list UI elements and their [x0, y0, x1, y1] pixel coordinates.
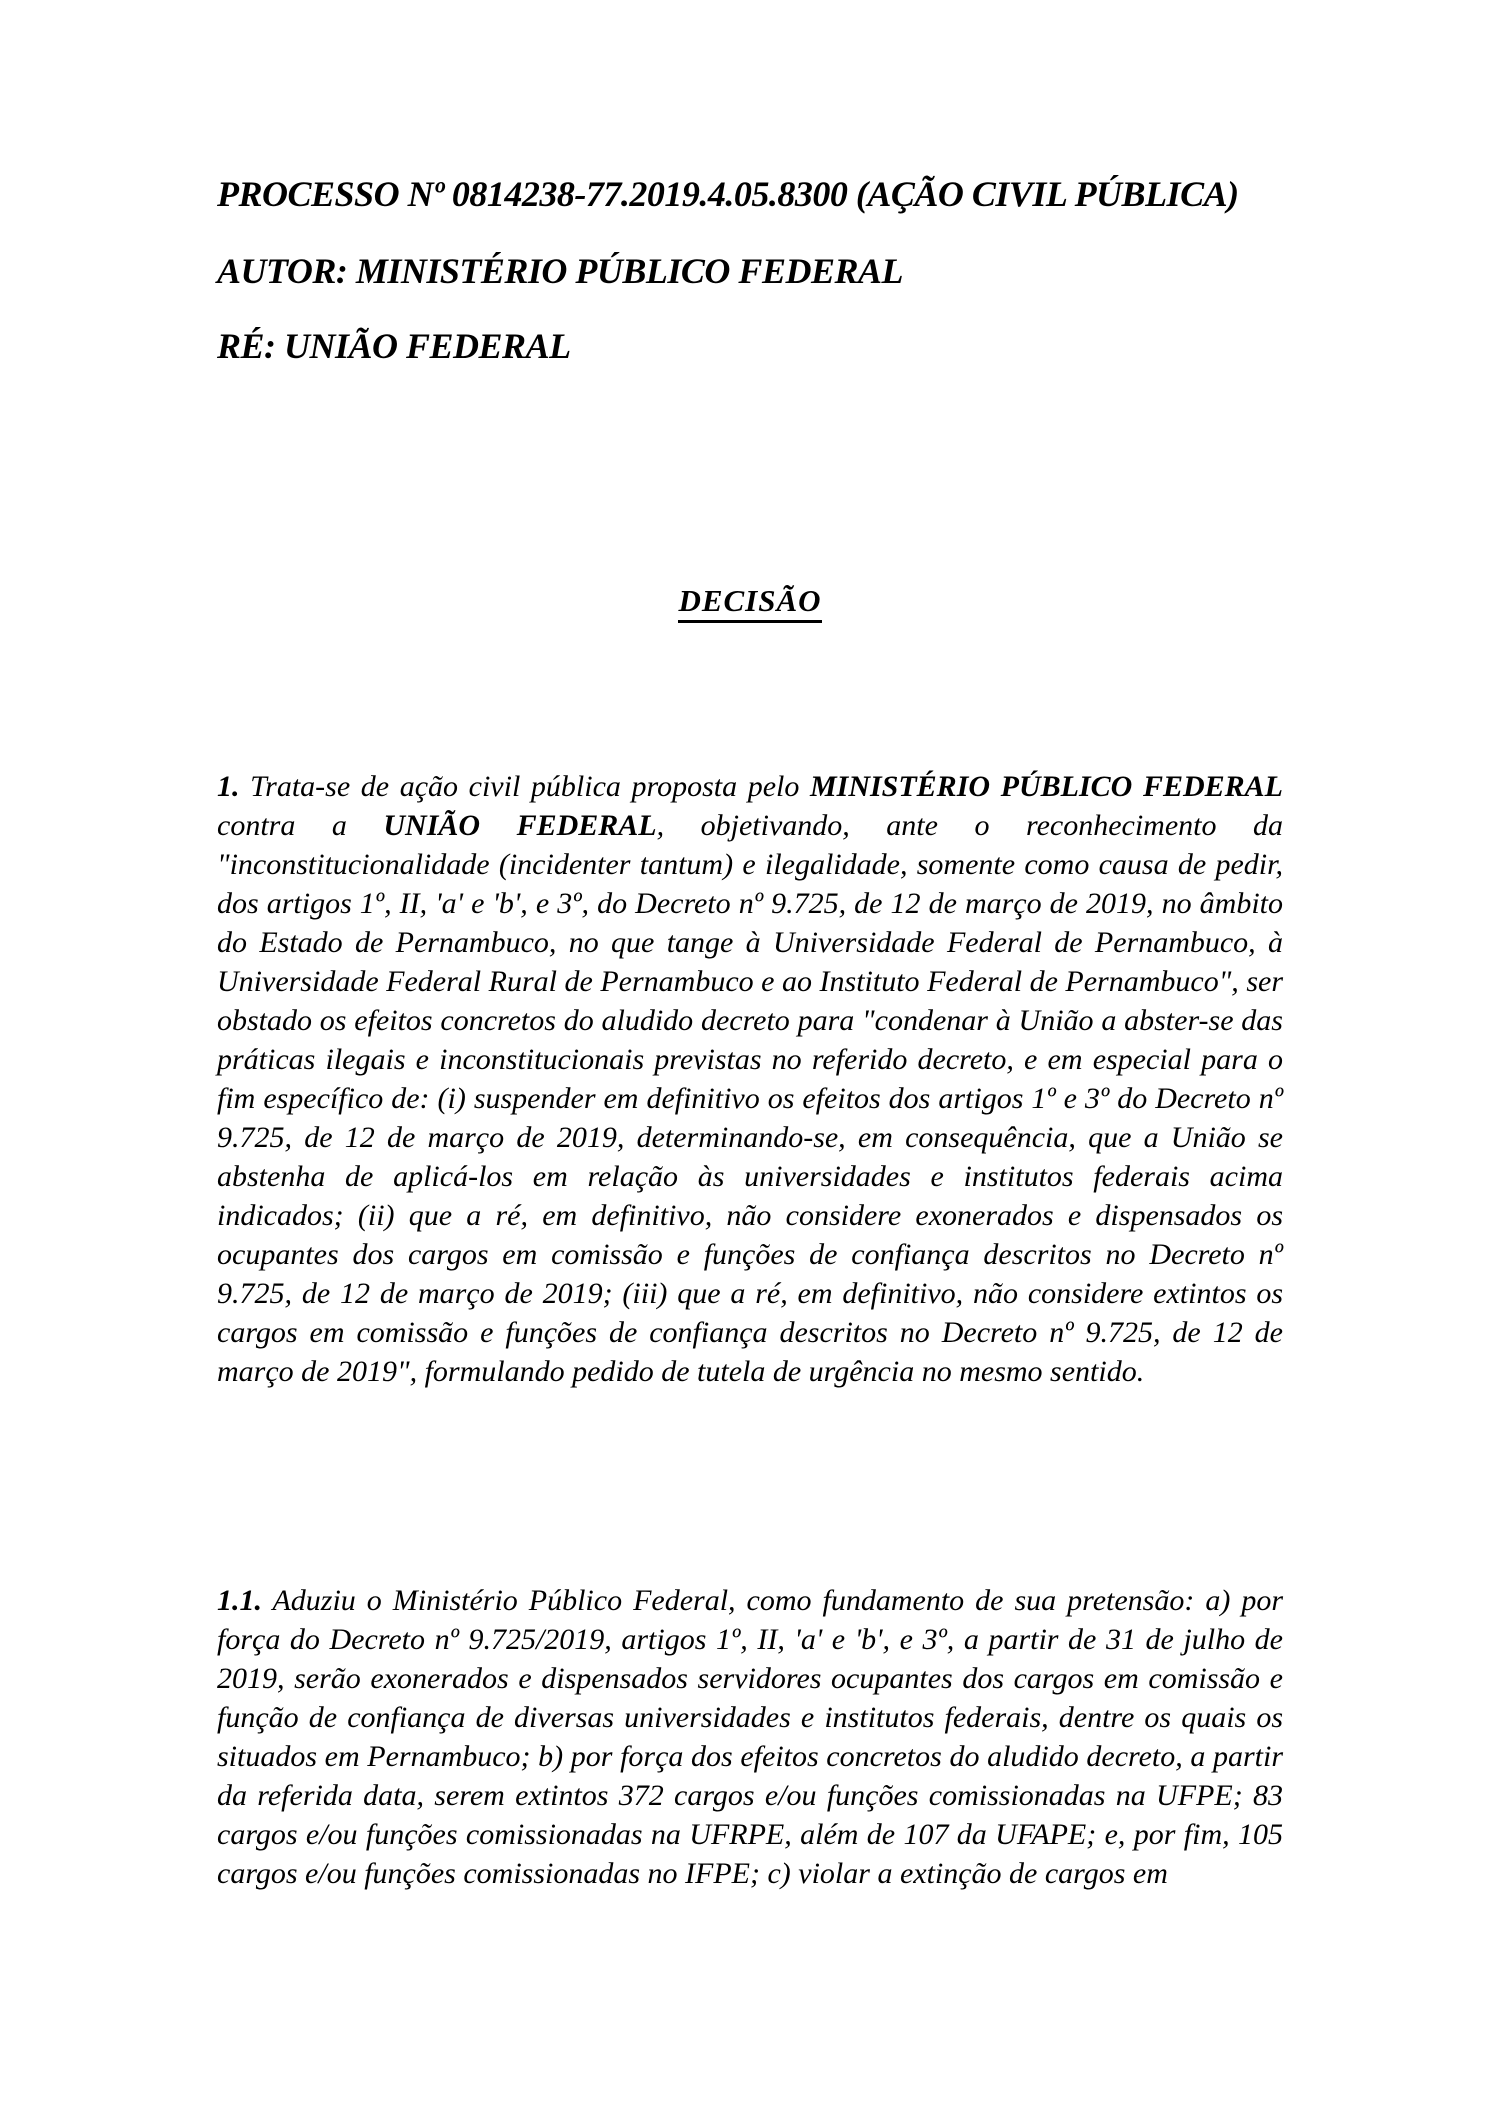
paragraph-1-bold-defendant: UNIÃO FEDERAL: [383, 809, 657, 842]
paragraph-1-1: [217, 1581, 1283, 1893]
process-number-line: PROCESSO Nº 0814238-77.2019.4.05.8300 (AÇÃO CIVIL PÚBLICA): [217, 174, 1239, 214]
decision-title: DECISÃO: [678, 585, 821, 623]
plaintiff-line: AUTOR: MINISTÉRIO PÚBLICO FEDERAL: [217, 251, 903, 291]
paragraph-1-text: , objetivando, ante o reconhecimento da "inconstitucionalidade (incidenter tantum) e ilegalidade, somente como causa de pedir, dos artigos 1º, II, 'a' e 'b', e 3º, do Decreto nº 9.725, de 12 de março de 2019, no âmbito do Estado de Pernambuco, no que tange à Universidade Federal de Pernambuco, à Universidade Federal Rural de Pernambuco e ao Instituto Federal de Pernambuco", ser obstado os efeitos concretos do aludido decreto para "condenar à União a abster-se das práticas ilegais e inconstitucionais previstas no referido decreto, e em especial para o fim específico de: (i) suspender em definitivo os efeitos dos artigos 1º e 3º do Decreto nº 9.725, de 12 de março de 2019, determinando-se, em consequência, que a União se abstenha de aplicá-los em relação às universidades e institutos federais acima indicados; (ii) que a ré, em definitivo, não considere exonerados e dispensados os ocupantes dos cargos em comissão e funções de confiança descritos no Decreto nº 9.725, de 12 de março de 2019; (iii) que a ré, em definitivo, não considere extintos os cargos em comissão e funções de confiança descritos no Decreto nº 9.725, de 12 de março de 2019", formulando pedido de tutela de urgência no mesmo sentido.: [217, 809, 1284, 1388]
paragraph-1-text: contra a: [217, 809, 384, 842]
paragraph-1-text: Trata-se de ação civil pública proposta pelo: [239, 770, 810, 803]
paragraph-1-1-number: 1.1.: [217, 1584, 262, 1617]
paragraph-1-number: 1.: [217, 770, 240, 803]
paragraph-1-1-text: Aduziu o Ministério Público Federal, como fundamento de sua pretensão: a) por força do Decreto nº 9.725/2019, artigos 1º, II, 'a' e 'b', e 3º, a partir de 31 de julho de 2019, serão exonerados e dispensados servidores ocupantes dos cargos em comissão e função de confiança de diversas universidades e institutos federais, dentre os quais os situados em Pernambuco; b) por força dos efeitos concretos do aludido decreto, a partir da referida data, serem extintos 372 cargos e/ou funções comissionadas na UFPE; 83 cargos e/ou funções comissionadas na UFRPE, além de 107 da UFAPE; e, por fim, 105 cargos e/ou funções comissionadas no IFPE; c) violar a extinção de cargos em: [217, 1584, 1283, 1890]
decision-title-row: [0, 585, 1500, 623]
paragraph-1: [217, 767, 1283, 1391]
paragraph-1-bold-author: MINISTÉRIO PÚBLICO FEDERAL: [809, 770, 1283, 803]
defendant-line: RÉ: UNIÃO FEDERAL: [217, 326, 571, 366]
